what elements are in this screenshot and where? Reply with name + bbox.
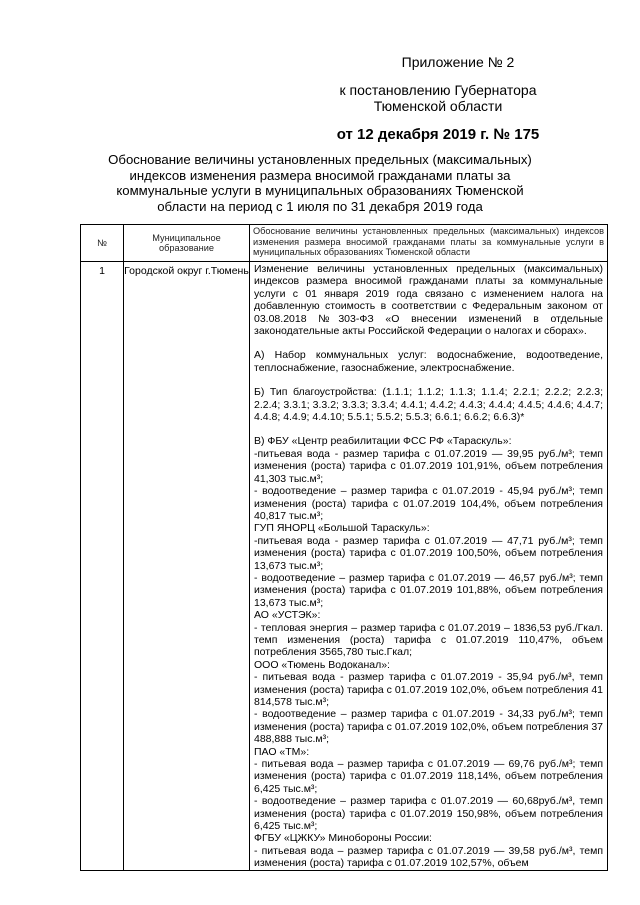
tariff-line: - водоотведение – размер тарифа с 01.07.2019 - 34,33 руб./м³; темп изменения (роста) тарифа с 01.07.2019 102,0%, объем потребления 37 488,888 тыс.м³; bbox=[254, 708, 603, 746]
tariff-line: В) ФБУ «Центр реабилитации ФСС РФ «Тараскуль»: bbox=[254, 435, 512, 448]
tariff-line: - тепловая энергия – размер тарифа с 01.07.2019 – 1836,53 руб./Гкал. темп изменения (роста) тарифа с 01.07.2019 110,47%, объем потребления 3565,780 тыс.Гкал; bbox=[254, 621, 603, 659]
column-header-number: № bbox=[81, 225, 124, 262]
page-bottom-margin bbox=[0, 880, 640, 905]
vat-change-paragraph: Изменение величины установленных предельных (максимальных) индексов размера вносимой гражданами платы за коммунальные услуги с 01 января 2019 года связано с изменением налога на добавленную стоимость в соответствии с Федеральным законом от 03.08.2018 №303-ФЗ «О внесении изменений в отдельные законодательные акты Российской Федерации о налогах и сборах». bbox=[254, 263, 603, 338]
tariff-line: -питьевая вода - размер тарифа с 01.07.2019 — 39,95 руб./м³; темп изменения (роста) тарифа с 01.07.2019 101,91%, объем потребления 41,303 тыс.м³; bbox=[254, 447, 603, 485]
tariff-line: - питьевая вода – размер тарифа с 01.07.2019 — 69,76 руб./м³; темп изменения (роста) тарифа с 01.07.2019 118,14%, объем потребления 6,425 тыс.м³; bbox=[254, 758, 603, 795]
column-header-justification: Обоснование величины установленных предельных (максимальных) индексов изменения размера вносимой гражданами платы за коммунальные услуги в муниципальных образованиях Тюменской области bbox=[250, 225, 608, 262]
services-set-paragraph: А) Набор коммунальных услуг: водоснабжение, водоотведение, теплоснабжение, газоснабжение, электроснабжение. bbox=[254, 349, 603, 374]
document-title: Обоснование величины установленных предельных (максимальных) индексов изменения размера вносимой гражданами платы за коммунальные услуги в муниципальных образованиях Тюменской области на период с 1 июля по 31 декабря 2019 года bbox=[108, 152, 532, 214]
tariff-line: - водоотведение – размер тарифа с 01.07.2019 — 60,68руб./м³, темп изменения (роста) тарифа с 01.07.2019 150,98%, объем потребления 6,425 тыс.м³; bbox=[254, 795, 603, 833]
decree-date-number: от 12 декабря 2019 г. № 175 bbox=[336, 126, 540, 143]
tariff-line: ООО «Тюмень Водоканал»: bbox=[254, 658, 390, 671]
tariff-line: ПАО «ТМ»: bbox=[254, 745, 310, 758]
column-header-municipality: Муниципальное образование bbox=[124, 225, 250, 262]
tariff-line: -питьевая вода - размер тарифа с 01.07.2019 — 47,71 руб./м³; темп изменения (роста) тарифа с 01.07.2019 100,50%, объем потребления 13,673 тыс.м³; bbox=[254, 534, 603, 572]
amenity-type-paragraph: Б) Тип благоустройства: (1.1.1; 1.1.2; 1.1.3; 1.1.4; 2.2.1; 2.2.2; 2.2.3; 2.2.4; 3.3.1; 3.3.2; 3.3.3; 3.3.4; 4.4.1; 4.4.2; 4.4.3; 4.4.4; 4.4.5; 4.4.6; 4.4.7; 4.4.8; 4.4.9; 4.4.10; 5.5.1; 5.5.2; 5.5.3; 6.6.1; 6.6.2; 6.6.3)* bbox=[254, 386, 603, 424]
tariff-line: - питьевая вода – размер тарифа с 01.07.2019 — 39,58 руб./м³, темп изменения (роста) тарифа с 01.07.2019 102,57%, объем bbox=[254, 844, 603, 870]
document-header bbox=[308, 54, 568, 143]
tariff-line: - водоотведение – размер тарифа с 01.07.2019 - 45,94 руб./м³; темп изменения (роста) тарифа с 01.07.2019 104,4%, объем потребления 40,817 тыс.м³; bbox=[254, 485, 603, 522]
tariff-line: ГУП ЯНОРЦ «Большой Тараскуль»: bbox=[254, 522, 430, 535]
appendix-label: Приложение № 2 bbox=[401, 54, 515, 70]
tariff-line: АО «УСТЭК»: bbox=[254, 609, 321, 622]
region-name: Тюменской области bbox=[373, 98, 503, 114]
justification-content bbox=[250, 262, 608, 871]
tariff-line: - водоотведение – размер тарифа с 01.07.2019 — 46,57 руб./м³; темп изменения (роста) тарифа с 01.07.2019 101,88%, объем потребления 13,673 тыс.м³; bbox=[254, 571, 603, 609]
tariff-line: ФГБУ «ЦЖКУ» Минобороны России: bbox=[254, 832, 432, 845]
row-number: 1 bbox=[81, 262, 124, 871]
table-row bbox=[81, 262, 608, 871]
table-header-row bbox=[81, 225, 608, 262]
tariff-line: - питьевая вода - размер тарифа с 01.07.2019 - 35,94 руб./м³, темп изменения (роста) тарифа с 01.07.2019 102,0%, объем потребления 41 814,578 тыс.м³; bbox=[254, 671, 603, 708]
justification-table bbox=[80, 224, 608, 871]
municipality-name: Городской округ г.Тюмень bbox=[124, 262, 250, 871]
decree-reference: к постановлению Губернатора bbox=[339, 82, 537, 98]
